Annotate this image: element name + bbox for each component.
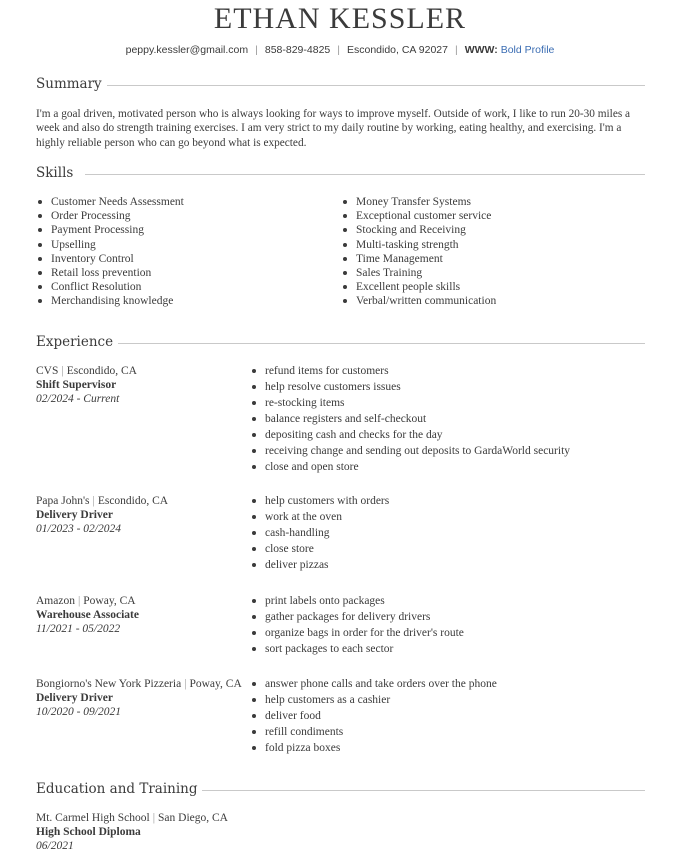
education-entry bbox=[36, 811, 336, 854]
separator: | bbox=[61, 365, 64, 377]
separator: | bbox=[77, 595, 81, 607]
job-employer bbox=[36, 677, 250, 691]
job-dates: 11/2021 - 05/2022 bbox=[36, 623, 121, 636]
duty-item: receiving change and sending out deposits to GardaWorld security bbox=[250, 443, 570, 459]
company-name: Papa John's bbox=[36, 495, 90, 507]
duty-item: print labels onto packages bbox=[250, 593, 464, 609]
job-entry bbox=[36, 364, 251, 407]
separator: | bbox=[152, 812, 156, 824]
skill-item: Verbal/written communication bbox=[341, 294, 496, 308]
skill-item: Order Processing bbox=[36, 209, 184, 223]
duty-item: refund items for customers bbox=[250, 363, 570, 379]
duty-item: help customers as a cashier bbox=[250, 692, 497, 708]
separator: | bbox=[337, 44, 340, 56]
skill-item: Sales Training bbox=[341, 266, 496, 280]
skill-item: Excellent people skills bbox=[341, 280, 496, 294]
duty-item: answer phone calls and take orders over the phone bbox=[250, 676, 497, 692]
skill-item: Exceptional customer service bbox=[341, 209, 496, 223]
skill-item: Money Transfer Systems bbox=[341, 195, 496, 209]
separator: | bbox=[92, 495, 95, 507]
skills-divider bbox=[85, 174, 645, 175]
school-line bbox=[36, 811, 336, 825]
job-duties bbox=[250, 363, 570, 475]
profile-link[interactable]: Bold Profile bbox=[500, 44, 555, 56]
duty-item: close and open store bbox=[250, 459, 570, 475]
job-title: Delivery Driver bbox=[36, 692, 113, 705]
duty-item: balance registers and self-checkout bbox=[250, 411, 570, 427]
skill-item: Payment Processing bbox=[36, 223, 184, 237]
school-location: San Diego, CA bbox=[158, 812, 228, 824]
job-employer bbox=[36, 594, 251, 608]
duty-item: depositing cash and checks for the day bbox=[250, 427, 570, 443]
experience-heading: Experience bbox=[36, 334, 114, 350]
phone: 858-829-4825 bbox=[264, 44, 331, 56]
job-location: Escondido, CA bbox=[66, 365, 137, 377]
resume-name: ETHAN KESSLER bbox=[213, 2, 467, 35]
skill-item: Retail loss prevention bbox=[36, 266, 184, 280]
duty-item: gather packages for delivery drivers bbox=[250, 609, 464, 625]
duty-item: close store bbox=[250, 541, 389, 557]
job-dates: 10/2020 - 09/2021 bbox=[36, 706, 121, 719]
education-divider bbox=[202, 790, 645, 791]
summary-divider bbox=[107, 85, 645, 86]
skills-list-right bbox=[341, 195, 496, 309]
job-title: Delivery Driver bbox=[36, 509, 113, 522]
www-label: WWW: bbox=[464, 44, 498, 56]
duty-item: help resolve customers issues bbox=[250, 379, 570, 395]
school-name: Mt. Carmel High School bbox=[36, 812, 150, 824]
skills-heading: Skills bbox=[36, 165, 74, 181]
skill-item: Multi-tasking strength bbox=[341, 238, 496, 252]
summary-heading: Summary bbox=[36, 76, 102, 92]
duty-item: fold pizza boxes bbox=[250, 740, 497, 756]
job-employer bbox=[36, 494, 251, 508]
company-name: Bongiorno's New York Pizzeria bbox=[36, 678, 182, 690]
duty-item: work at the oven bbox=[250, 509, 389, 525]
separator: | bbox=[184, 678, 187, 690]
duty-item: sort packages to each sector bbox=[250, 641, 464, 657]
separator: | bbox=[255, 44, 258, 56]
job-duties bbox=[250, 676, 497, 756]
skill-item: Conflict Resolution bbox=[36, 280, 184, 294]
job-duties bbox=[250, 593, 464, 657]
duty-item: cash-handling bbox=[250, 525, 389, 541]
location: Escondido, CA 92027 bbox=[346, 44, 448, 56]
duty-item: deliver pizzas bbox=[250, 557, 389, 573]
job-employer bbox=[36, 364, 251, 378]
company-name: CVS bbox=[36, 365, 59, 377]
skill-item: Time Management bbox=[341, 252, 496, 266]
duty-item: organize bags in order for the driver's route bbox=[250, 625, 464, 641]
email[interactable]: peppy.kessler@gmail.com bbox=[125, 44, 249, 56]
duty-item: refill condiments bbox=[250, 724, 497, 740]
job-dates: 01/2023 - 02/2024 bbox=[36, 523, 121, 536]
duty-item: help customers with orders bbox=[250, 493, 389, 509]
experience-divider bbox=[118, 343, 645, 344]
summary-text: I'm a goal driven, motivated person who is always looking for ways to improve myself. Outside of work, I like to run 20-30 miles a week and also do strength training exercises. I am very strict to my daily routine by working, eating healthy, and exercising. I'm a highly reliable person who can go beyond what is expected. bbox=[36, 108, 631, 149]
skill-item: Merchandising knowledge bbox=[36, 294, 184, 308]
skills-list-left bbox=[36, 195, 184, 309]
job-location: Poway, CA bbox=[189, 678, 242, 690]
degree: High School Diploma bbox=[36, 826, 141, 839]
skill-item: Stocking and Receiving bbox=[341, 223, 496, 237]
job-entry bbox=[36, 494, 251, 537]
graduation-date: 06/2021 bbox=[36, 840, 74, 853]
skill-item: Customer Needs Assessment bbox=[36, 195, 184, 209]
separator: | bbox=[454, 44, 458, 56]
job-title: Shift Supervisor bbox=[36, 379, 117, 392]
job-location: Poway, CA bbox=[83, 595, 136, 607]
skill-item: Upselling bbox=[36, 238, 184, 252]
contact-line bbox=[0, 44, 680, 56]
job-duties bbox=[250, 493, 389, 573]
skill-item: Inventory Control bbox=[36, 252, 184, 266]
job-location: Escondido, CA bbox=[97, 495, 169, 507]
education-heading: Education and Training bbox=[36, 781, 198, 797]
duty-item: deliver food bbox=[250, 708, 497, 724]
job-title: Warehouse Associate bbox=[36, 609, 139, 622]
job-entry bbox=[36, 677, 250, 720]
company-name: Amazon bbox=[36, 595, 75, 607]
duty-item: re-stocking items bbox=[250, 395, 570, 411]
job-dates: 02/2024 - Current bbox=[36, 393, 120, 406]
job-entry bbox=[36, 594, 251, 637]
